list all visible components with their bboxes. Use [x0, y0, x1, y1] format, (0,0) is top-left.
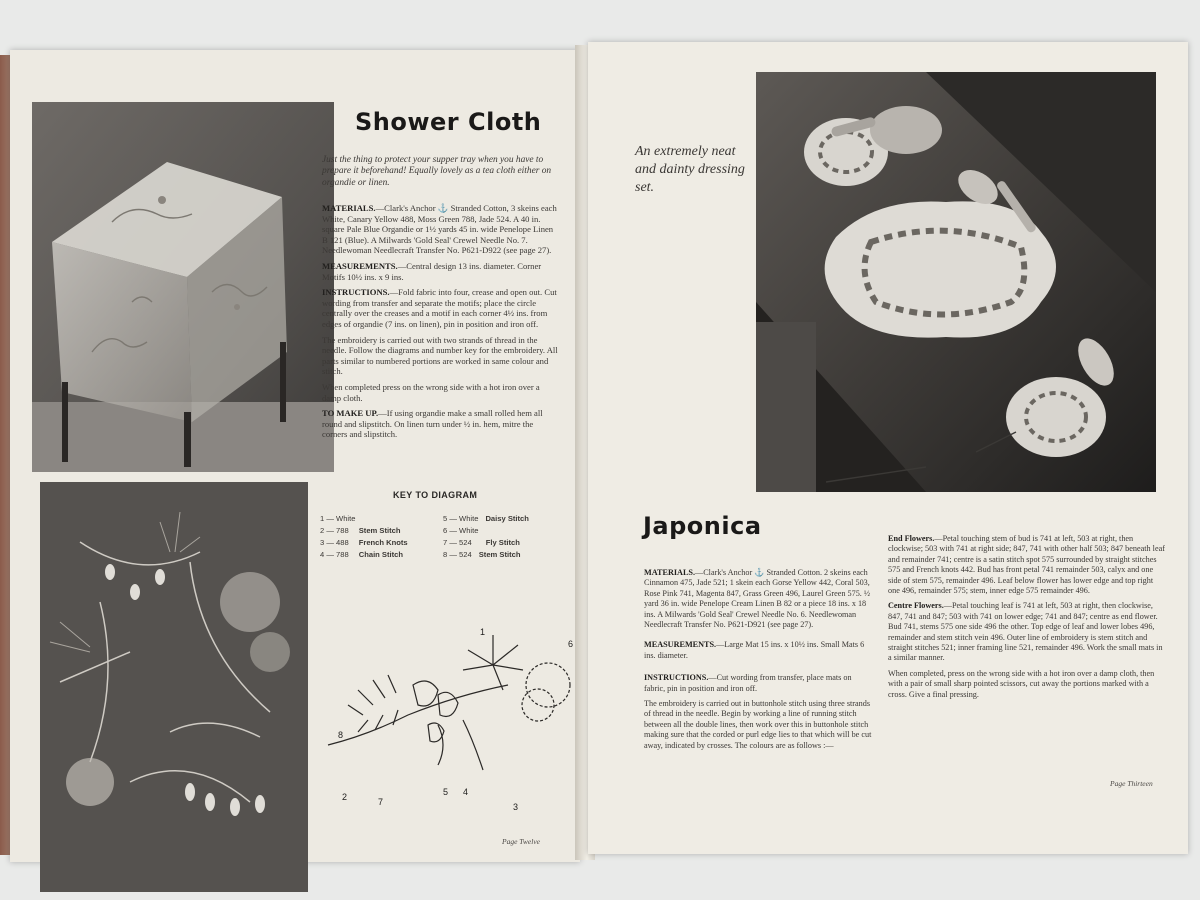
instructions-paragraph-2: The embroidery is carried out with two strands of thread in the needle. Follow the diagrams and number key for the embroidery. All parts similar to numbered portions are worked in same colour and stitch.: [322, 334, 558, 377]
key-item: [443, 525, 568, 537]
diagram-number: 3: [513, 802, 519, 812]
measurements-text: —Large Mat 15 ins. x 10½ ins. Small Mats 6 ins. diameter.: [644, 640, 865, 660]
diagram-number: 7: [378, 797, 384, 807]
diagram-number: 6: [568, 639, 574, 649]
measurements-text: —Central design 13 ins. diameter. Corner Motifs 10½ ins. x 9 ins.: [322, 260, 542, 282]
materials-label: MATERIALS.: [322, 203, 376, 213]
diagram-number: 1: [480, 627, 486, 637]
trolley-illustration: [32, 102, 334, 472]
key-left-column: [320, 513, 440, 561]
japonica-title: Japonica: [643, 512, 762, 540]
right-page-number: Page Thirteen: [1110, 779, 1153, 788]
measurements-label: MEASUREMENTS.: [644, 640, 717, 650]
key-number: 7 — 524: [443, 538, 472, 547]
key-stitch: Stem Stitch: [478, 550, 521, 559]
instructions-text: —Cut wording from transfer, place mats on fabric, pin in position and iron off.: [644, 673, 852, 693]
japonica-right-column: [888, 534, 1166, 705]
dressing-set-photo: [756, 72, 1156, 492]
japonica-left-column: [644, 568, 874, 756]
shower-cloth-title: Shower Cloth: [355, 108, 542, 136]
key-stitch: Daisy Stitch: [485, 514, 529, 523]
key-stitch: Chain Stitch: [358, 550, 404, 559]
embroidery-pattern-illustration: [40, 482, 308, 892]
materials-label: MATERIALS.: [644, 568, 696, 577]
shower-cloth-body: [322, 203, 560, 445]
instructions-paragraph-3: When completed press on the wrong side with a hot iron over a damp cloth.: [322, 381, 540, 403]
final-instructions: When completed, press on the wrong side with a hot iron over a damp cloth, then with a pair of small sharp pointed scissors, cut away the portions marked with a cross. Give a final pressing.: [888, 668, 1155, 699]
key-number: 5 — White: [443, 514, 479, 523]
measurements-label: MEASUREMENTS.: [322, 260, 398, 271]
instructions-text: —Fold fabric into four, crease and open out. Cut wording from transfer and separate the motifs; place the circle centrally over the creases and a motif in each corner 4½ ins. from edges of organdie (7 ins. on linen), pin in position and iron off.: [322, 287, 557, 329]
key-item: [443, 513, 568, 525]
make-up-text: —If using organdie make a small rolled hem all round and slipstitch. On linen turn under ½ in. hem, mitre the corners and slipstitch.: [322, 408, 543, 440]
diagram-number: 4: [463, 787, 469, 797]
key-number: 2 — 788: [320, 526, 349, 535]
make-up-label: TO MAKE UP.: [322, 408, 379, 419]
diagram-number: 2: [342, 792, 348, 802]
key-item: [443, 549, 568, 561]
instructions-label: INSTRUCTIONS.: [644, 673, 709, 683]
centre-flowers-label: Centre Flowers.: [888, 601, 944, 611]
instructions-label: INSTRUCTIONS.: [322, 287, 390, 298]
key-title: KEY TO DIAGRAM: [393, 490, 478, 500]
key-item: [320, 513, 440, 525]
key-item: [443, 537, 568, 549]
key-item: [320, 549, 440, 561]
centre-flowers-text: —Petal touching leaf is 741 at left, 503 at right, then clockwise, 847, 741 and 847; 503 with 741 on lower edge; 741 and 847; centre as end flower. Bud 741, stems 575 one side 496 the other. Top edge of leaf and lower lobes 496, remainder and stem stitch vein 496. Outer line of embroidery is stem stitch and straight stitches 521; inner framing line 521, remainder 496. Work the small mats in a similar manner.: [888, 601, 1163, 663]
key-stitch: French Knots: [358, 538, 408, 547]
shower-cloth-photo: [32, 102, 334, 472]
key-right-column: [443, 513, 568, 561]
key-number: 1 — White: [320, 514, 356, 523]
dressing-set-caption: An extremely neat and dainty dressing set.: [635, 144, 745, 195]
left-page: [10, 50, 580, 862]
key-number: 6 — White: [443, 526, 479, 535]
stitch-diagram: [318, 625, 580, 815]
right-page: [588, 42, 1188, 854]
key-stitch: Fly Stitch: [485, 538, 520, 547]
key-number: 3 — 488: [320, 538, 349, 547]
left-page-number: Page Twelve: [502, 837, 540, 846]
instructions-paragraph-2: The embroidery is carried out in buttonhole stitch using three strands of thread in the needle. Begin by working a line of running stitch between all the double lines, then work over this in buttonhole stitch making sure that the corded or purl edge lies to that which will be cut away, indicated by crosses. The colours are as follows :—: [644, 699, 872, 750]
end-flowers-label: End Flowers.: [888, 534, 935, 543]
key-item: [320, 537, 440, 549]
key-number: 4 — 788: [320, 550, 349, 559]
end-flowers-text: —Petal touching stem of bud is 741 at left, 503 at right, then clockwise; 503 with 741 at right side; 847, 741 with other half 503; 847 beneath leaf and remainder 741; centre is a satin stitch spot 575 surrounded by straight stitches 575 and French knots 442. Bud has front petal 741 remainder 503, calyx and one side of stem 575, remainder 496. Leaf below flower has lower edge and top right one 496, remainder 575; stem, inner edge 575 remainder 496.: [888, 534, 1165, 596]
embroidery-detail-photo: [40, 482, 308, 892]
diagram-number: 8: [338, 730, 344, 740]
shower-cloth-intro: Just the thing to protect your supper tray when you have to prepare it beforehand! Equally lovely as a tea cloth either on organdie or linen.: [322, 155, 552, 188]
diagram-number: 5: [443, 787, 449, 797]
materials-text: —Clark's Anchor ⚓ Stranded Cotton. 2 skeins each Cinnamon 475, Jade 521; 1 skein each Gorse Yellow 442, Coral 503, Rose Pink 741, Magenta 847, Grass Green 496, Laurel Green 575. ½ yard 36 in. wide Penelope Cream Linen B 82 or a piece 18 ins. x 18 ins. A Milwards 'Gold Seal' Crewel Needle No. 6. Needlewoman Needlecraft Transfer No. P621-D921 (see page 27).: [644, 568, 871, 630]
key-item: [320, 525, 440, 537]
key-stitch: Stem Stitch: [358, 526, 401, 535]
materials-text: —Clark's Anchor ⚓ Stranded Cotton, 3 skeins each White, Canary Yellow 488, Moss Green 788, Jade 524. A 40 in. square Pale Blue Organdie or 1½ yards 45 in. wide Penelope Linen B 121 (Blue). A Milwards 'Gold Seal' Crewel Needle No. 7. Needlewoman Needlecraft Transfer No. P621-D922 (see page 27).: [322, 203, 557, 256]
dressing-table-illustration: [756, 72, 1156, 492]
key-number: 8 — 524: [443, 550, 472, 559]
